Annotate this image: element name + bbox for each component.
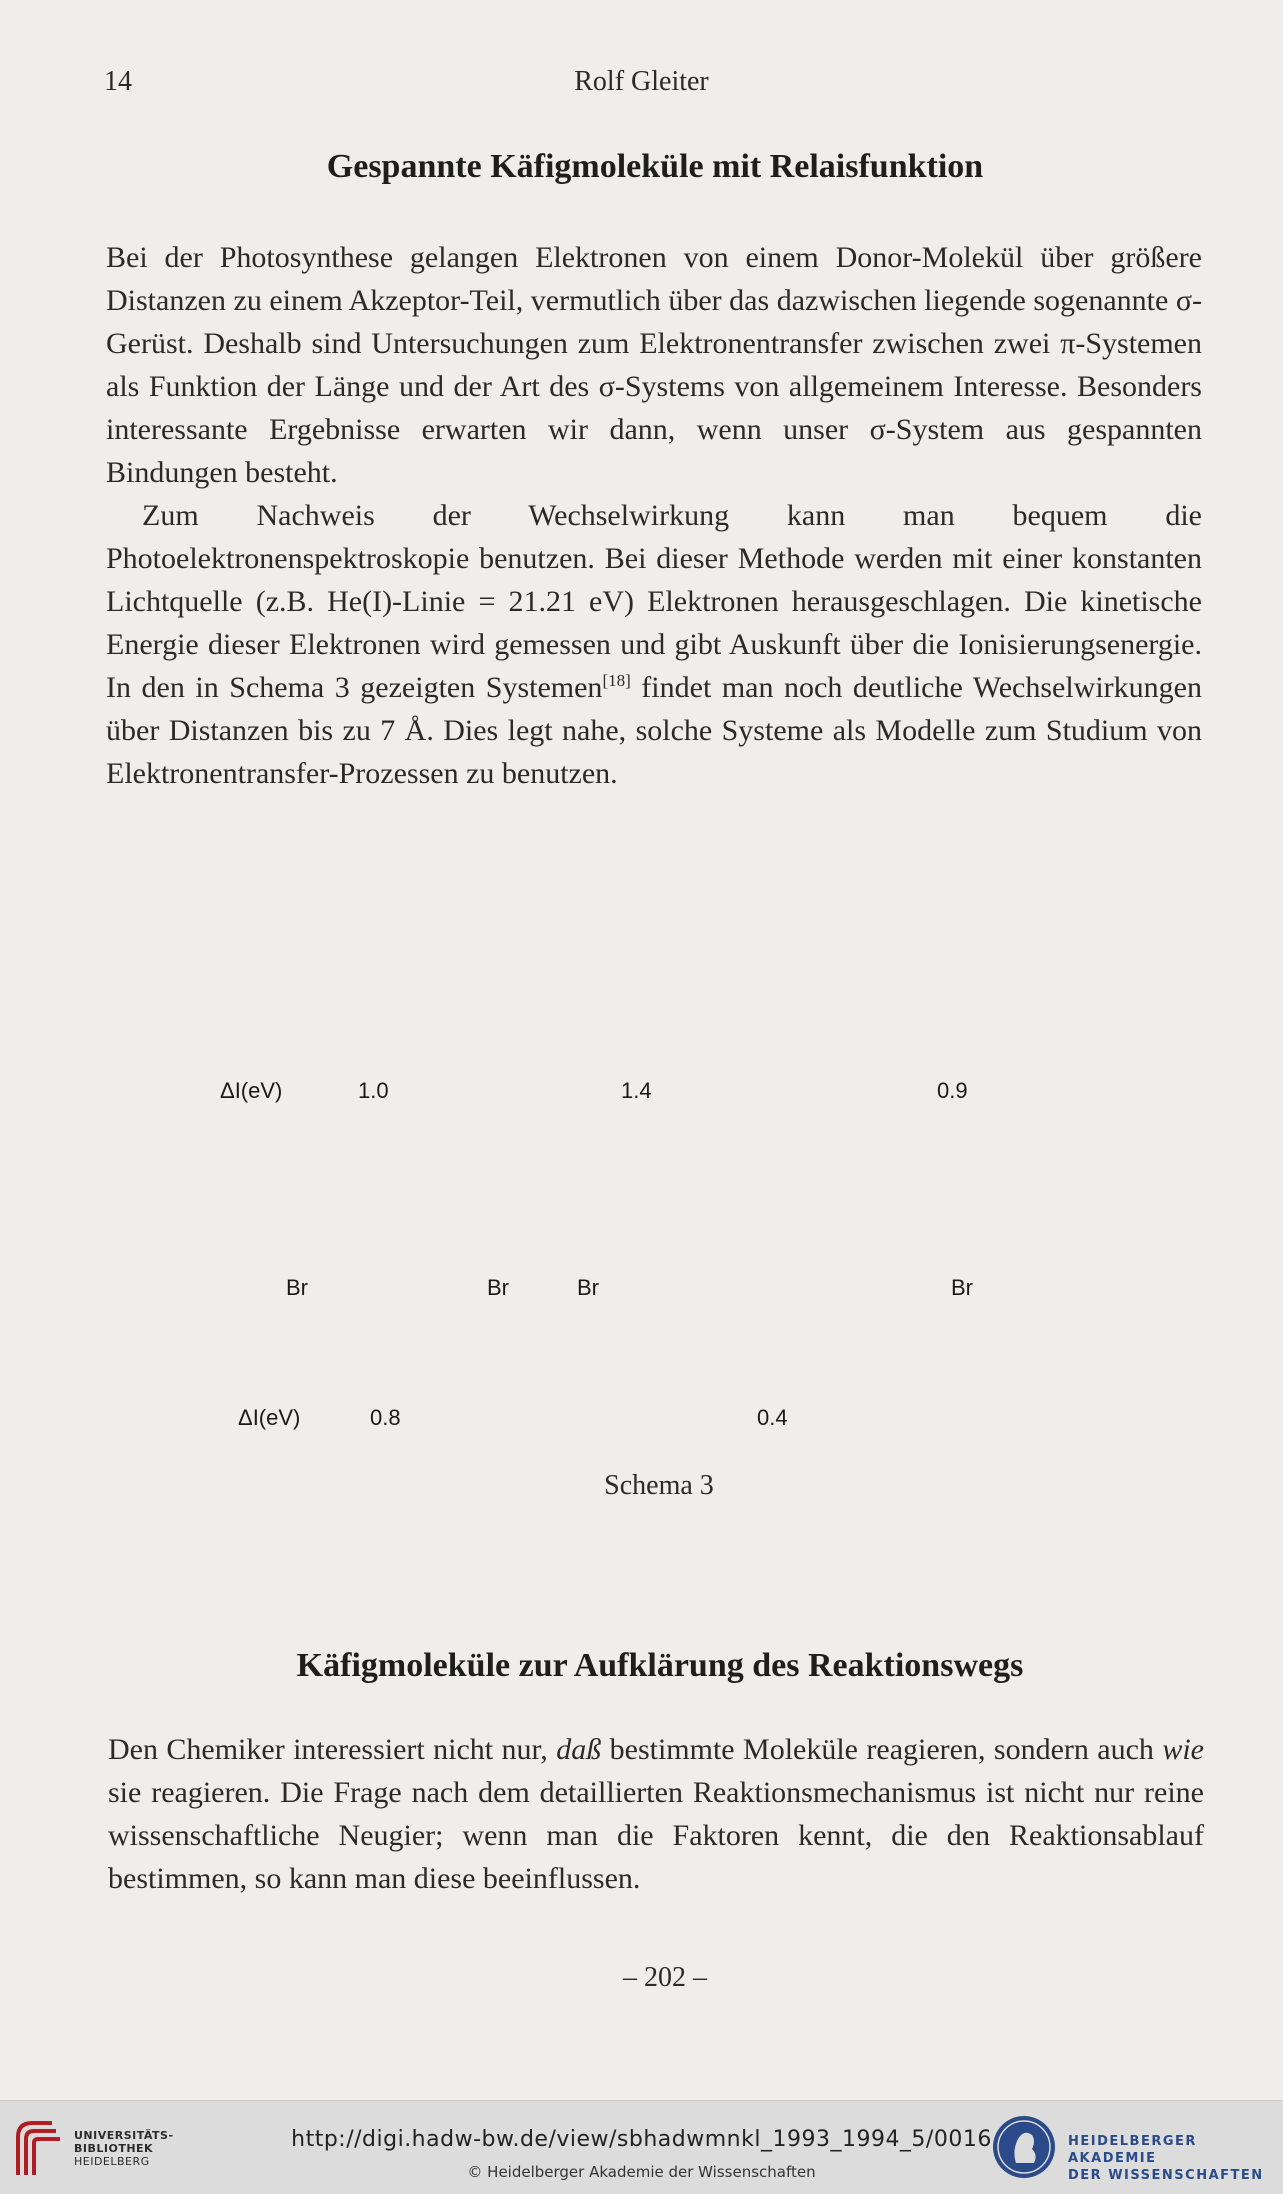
page-number: 14 <box>104 66 132 97</box>
section1-body <box>106 236 1202 795</box>
paragraph-chemiker-text-a: Den Chemiker interessiert nicht nur, <box>108 1733 557 1766</box>
delta-i-value-molecule-4: 0.8 <box>370 1405 401 1430</box>
delta-i-label-row1: ΔI(eV) <box>220 1078 283 1103</box>
scheme-structures <box>0 860 1283 1540</box>
delta-i-label-row2: ΔI(eV) <box>238 1405 301 1430</box>
paragraph-nachweis <box>106 494 1202 795</box>
library-line-1: UNIVERSITÄTS- <box>74 2129 174 2142</box>
paragraph-photosynthese: Bei der Photosynthese gelangen Elektronen von einem Donor-Molekül über größere Distanzen zu einem Akzeptor-Teil, vermutlich über das dazwischen liegende sogenannte σ-Gerüst. Deshalb sind Untersuchungen zum Elektronentransfer zwischen zwei π-Systemen als Funktion der Länge und der Art des σ-Systems von allgemeinem Interesse. Besonders interessante Ergebnisse erwarten wir dann, wenn unser σ-System aus gespannten Bindungen besteht. <box>106 241 1202 489</box>
folio: – 202 – <box>623 1962 707 1993</box>
library-line-3: HEIDELBERG <box>74 2155 150 2168</box>
bromine-label: Br <box>286 1275 308 1300</box>
delta-i-value-molecule-3: 0.9 <box>937 1078 968 1103</box>
library-line-2: BIBLIOTHEK <box>74 2142 154 2155</box>
section-title-reaktionsweg: Käfigmoleküle zur Aufklärung des Reaktionswegs <box>296 1647 1024 1684</box>
copyright-notice: © Heidelberger Akademie der Wissenschaften <box>467 2163 816 2181</box>
delta-i-value-molecule-2: 1.4 <box>621 1078 652 1103</box>
paragraph-chemiker-text-c: sie reagieren. Die Frage nach dem detaillierten Reaktionsmechanismus ist nicht nur reine wissenschaftliche Neugier; wenn man die Faktoren kennt, die den Reaktionsablauf bestimmen, so kann man diese beeinflussen. <box>108 1776 1204 1895</box>
scheme-3-figure <box>0 860 1283 1540</box>
paragraph-nachweis-text-b: findet man noch deutliche Wechselwirkungen über Distanzen bis zu 7 Å. Dies legt nahe, solche Systeme als Modelle zum Studium von Elektronentransfer-Prozessen zu benutzen. <box>106 671 1202 790</box>
paragraph-chemiker <box>108 1728 1204 1900</box>
emphasis-dass: daß <box>556 1733 602 1766</box>
academy-line-1: HEIDELBERGER AKADEMIE <box>1068 2134 1197 2166</box>
viewer-footer <box>0 2100 1283 2194</box>
scheme-caption: Schema 3 <box>604 1470 714 1501</box>
bromine-label: Br <box>577 1275 599 1300</box>
paragraph-chemiker-text-b: bestimmte Moleküle reagieren, sondern auch <box>601 1733 1163 1766</box>
academy-seal-icon <box>990 2111 1058 2183</box>
bromine-label: Br <box>487 1275 509 1300</box>
academy-line-2: DER WISSENSCHAFTEN <box>1068 2168 1264 2183</box>
running-head: Rolf Gleiter <box>574 66 709 97</box>
emphasis-wie: wie <box>1162 1733 1204 1766</box>
paragraph-nachweis-text-a: Zum Nachweis der Wechselwirkung kann man bequem die Photoelektronenspektroskopie benutzen. Bei dieser Methode werden mit einer konstanten Lichtquelle (z.B. He(I)-Linie = 21.21 eV) Elektronen herausgeschlagen. Die kinetische Energie dieser Elektronen wird gemessen und gibt Auskunft über die Ionisierungsenergie. In den in Schema 3 gezeigten Systemen <box>106 499 1202 704</box>
academy-name <box>1068 2133 1283 2184</box>
bromine-label: Br <box>951 1275 973 1300</box>
section-title-relais: Gespannte Käfigmoleküle mit Relaisfunktion <box>326 148 984 185</box>
delta-i-value-molecule-5: 0.4 <box>757 1405 788 1430</box>
section2-body <box>108 1728 1204 1900</box>
permalink-url[interactable]: http://digi.hadw-bw.de/view/sbhadwmnkl_1993_1994_5/0016 <box>291 2127 992 2152</box>
reference-18: [18] <box>602 671 631 690</box>
delta-i-value-molecule-1: 1.0 <box>358 1078 389 1103</box>
